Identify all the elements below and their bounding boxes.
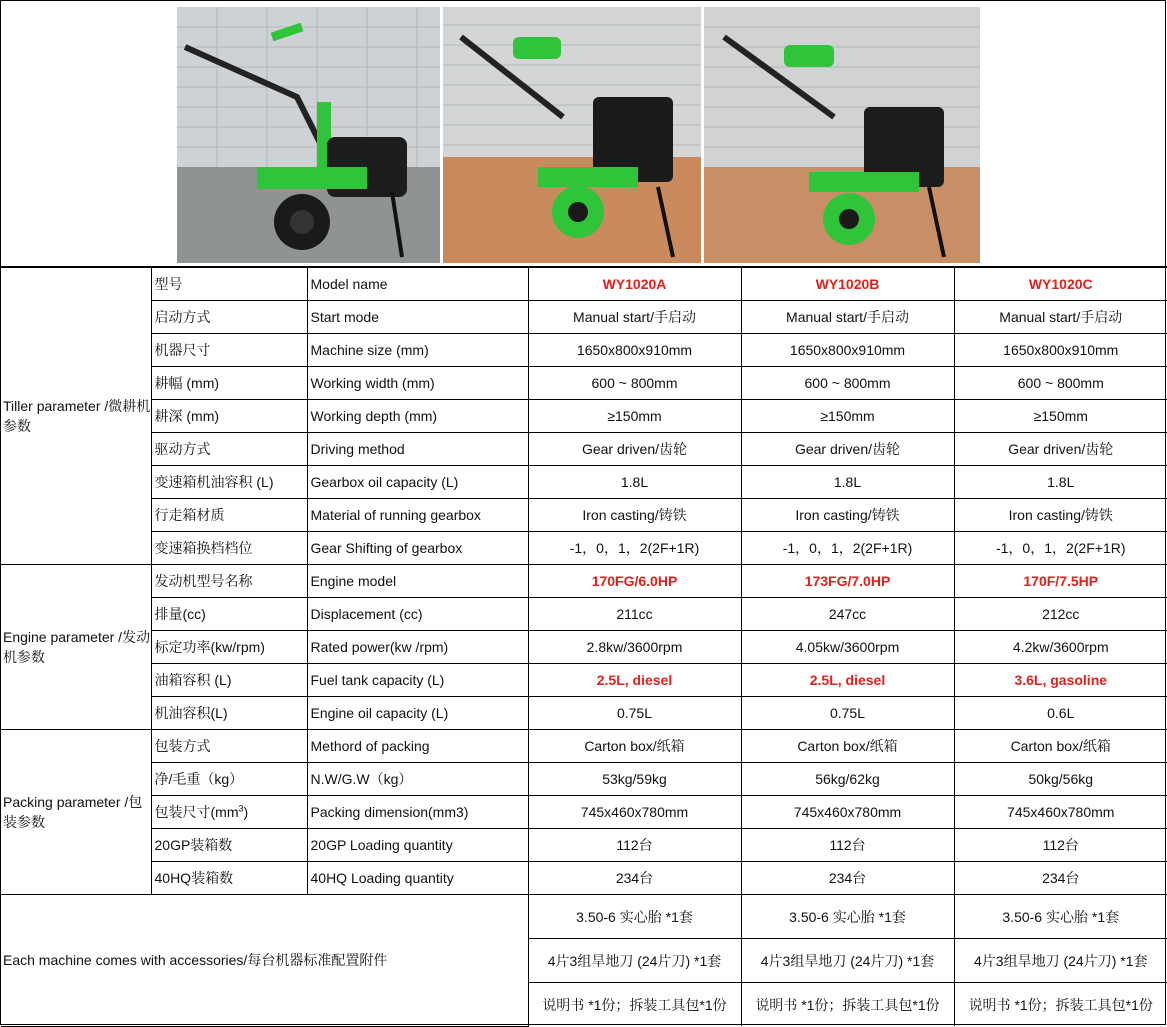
value-cell-b: 4.05kw/3600rpm [741,631,954,664]
param-name-cn [151,400,307,433]
value-cell-b: -1，0，1，2(2F+1R) [741,532,954,565]
value-cell-a: 600 ~ 800mm [528,367,741,400]
accessory-cell-b: 说明书 *1份；拆装工具包*1份 [741,983,954,1027]
param-name-en: Working width (mm) [307,367,528,400]
param-name-en: Engine model [307,565,528,598]
param-name-cn-text: 变速箱换档档位 [154,540,253,556]
param-name-cn [151,598,307,631]
spec-row [1,763,1167,796]
value-cell-a: 1.8L [528,466,741,499]
value-cell-b: 600 ~ 800mm [741,367,954,400]
param-name-cn-text: 包装方式 [154,738,211,754]
param-name-cn-text: 40HQ装箱数 [154,870,234,886]
value-cell-c: 4.2kw/3600rpm [954,631,1167,664]
spec-row [1,631,1167,664]
spec-row [1,433,1167,466]
value-cell-c: 1.8L [954,466,1167,499]
value-cell-a: 53kg/59kg [528,763,741,796]
value-cell-c: 112台 [954,829,1167,862]
spec-row [1,697,1167,730]
value-cell-c: 0.6L [954,697,1167,730]
value-cell-a: Manual start/手启动 [528,301,741,334]
param-name-cn [151,268,307,301]
param-name-en: Rated power(kw /rpm) [307,631,528,664]
value-cell-a: Carton box/纸箱 [528,730,741,763]
param-name-cn-text: 型号 [154,276,183,292]
param-name-cn-text: 变速箱机油容积 (L) [154,474,274,490]
spec-table [1,267,1167,1027]
param-name-cn-text: 发动机型号名称 [154,573,253,589]
value-cell-b: Carton box/纸箱 [741,730,954,763]
value-cell-a: ≥150mm [528,400,741,433]
param-name-cn-text: 启动方式 [154,309,211,325]
value-cell-c: 1650x800x910mm [954,334,1167,367]
value-cell-b: WY1020B [741,268,954,301]
param-name-cn-text: 油箱容积 (L) [154,672,232,688]
spec-row [1,565,1167,598]
param-name-cn-text: 净/毛重（kg） [154,771,244,787]
spec-row [1,730,1167,763]
param-name-cn [151,565,307,598]
param-name-en: 20GP Loading quantity [307,829,528,862]
value-cell-b: 1650x800x910mm [741,334,954,367]
spec-row [1,532,1167,565]
value-cell-a: 2.8kw/3600rpm [528,631,741,664]
value-cell-a: Iron casting/铸铁 [528,499,741,532]
param-name-en: Packing dimension(mm3) [307,796,528,829]
spec-row [1,598,1167,631]
spec-row [1,301,1167,334]
param-name-cn-text: 20GP装箱数 [154,837,233,853]
param-name-cn-sup: 3 [238,803,244,814]
spec-row [1,499,1167,532]
value-cell-b: 56kg/62kg [741,763,954,796]
param-name-cn-text: 排量(cc) [154,606,206,622]
accessory-cell-c: 3.50-6 实心胎 *1套 [954,895,1167,939]
value-cell-c: -1，0，1，2(2F+1R) [954,532,1167,565]
value-cell-c: 170F/7.5HP [954,565,1167,598]
product-photo-b [443,7,701,263]
param-name-cn [151,433,307,466]
value-cell-a: 2.5L, diesel [528,664,741,697]
value-cell-c: 600 ~ 800mm [954,367,1167,400]
param-name-en: Gearbox oil capacity (L) [307,466,528,499]
value-cell-a: -1，0，1，2(2F+1R) [528,532,741,565]
accessory-row [1,895,1167,939]
param-name-en: Displacement (cc) [307,598,528,631]
param-name-cn [151,829,307,862]
param-name-cn [151,697,307,730]
param-name-cn-text: 机油容积(L) [154,705,228,721]
value-cell-a: 211cc [528,598,741,631]
accessory-cell-a: 3.50-6 实心胎 *1套 [528,895,741,939]
param-name-en: Methord of packing [307,730,528,763]
value-cell-b: 745x460x780mm [741,796,954,829]
param-name-cn-text: 耕幅 (mm) [154,375,220,391]
param-name-en: Material of running gearbox [307,499,528,532]
spec-row [1,664,1167,697]
param-name-en: Driving method [307,433,528,466]
param-name-en: Gear Shifting of gearbox [307,532,528,565]
product-photo-c [704,7,980,263]
spec-row [1,862,1167,895]
accessory-cell-a: 4片3组旱地刀 (24片刀) *1套 [528,939,741,983]
param-name-en: Engine oil capacity (L) [307,697,528,730]
param-name-en: Machine size (mm) [307,334,528,367]
spec-row [1,796,1167,829]
value-cell-c: 3.6L, gasoline [954,664,1167,697]
value-cell-a: Gear driven/齿轮 [528,433,741,466]
value-cell-b: 247cc [741,598,954,631]
value-cell-a: 745x460x780mm [528,796,741,829]
group-label-engine: Engine parameter /发动机参数 [1,565,151,730]
param-name-cn-text: 包装尺寸(mm [154,804,239,820]
value-cell-c: 212cc [954,598,1167,631]
param-name-cn [151,631,307,664]
value-cell-a: 112台 [528,829,741,862]
param-name-en: 40HQ Loading quantity [307,862,528,895]
value-cell-c: Iron casting/铸铁 [954,499,1167,532]
value-cell-a: 170FG/6.0HP [528,565,741,598]
param-name-cn-text: 驱动方式 [154,441,211,457]
value-cell-c: 745x460x780mm [954,796,1167,829]
value-cell-c: Carton box/纸箱 [954,730,1167,763]
group-label-tiller: Tiller parameter /微耕机参数 [1,268,151,565]
value-cell-b: 2.5L, diesel [741,664,954,697]
value-cell-b: ≥150mm [741,400,954,433]
value-cell-a: 0.75L [528,697,741,730]
param-name-cn-text: 耕深 (mm) [154,408,220,424]
param-name-cn-text: 机器尺寸 [154,342,211,358]
param-name-cn [151,301,307,334]
value-cell-b: Iron casting/铸铁 [741,499,954,532]
accessory-cell-c: 说明书 *1份；拆装工具包*1份 [954,983,1167,1027]
value-cell-b: 112台 [741,829,954,862]
spec-row [1,334,1167,367]
param-name-cn [151,367,307,400]
spec-row [1,466,1167,499]
param-name-cn [151,466,307,499]
param-name-cn [151,532,307,565]
value-cell-a: 234台 [528,862,741,895]
value-cell-b: 1.8L [741,466,954,499]
param-name-cn-text: 标定功率(kw/rpm) [154,639,265,655]
spec-row [1,829,1167,862]
param-name-en: Start mode [307,301,528,334]
param-name-en: Fuel tank capacity (L) [307,664,528,697]
value-cell-c: 234台 [954,862,1167,895]
value-cell-c: 50kg/56kg [954,763,1167,796]
param-name-cn [151,730,307,763]
param-name-cn [151,763,307,796]
param-name-en: Model name [307,268,528,301]
group-label-packing: Packing parameter /包装参数 [1,730,151,895]
value-cell-a: 1650x800x910mm [528,334,741,367]
value-cell-b: Gear driven/齿轮 [741,433,954,466]
value-cell-c: WY1020C [954,268,1167,301]
spec-row [1,400,1167,433]
param-name-cn-tail: ) [243,804,249,820]
param-name-cn-text: 行走箱材质 [154,507,225,523]
param-name-en: Working depth (mm) [307,400,528,433]
value-cell-c: Gear driven/齿轮 [954,433,1167,466]
product-photo-a [177,7,440,263]
value-cell-b: 234台 [741,862,954,895]
param-name-cn [151,334,307,367]
photo-strip [1,1,1167,267]
value-cell-c: ≥150mm [954,400,1167,433]
param-name-cn [151,862,307,895]
param-name-cn [151,664,307,697]
spec-row [1,367,1167,400]
value-cell-c: Manual start/手启动 [954,301,1167,334]
value-cell-a: WY1020A [528,268,741,301]
accessory-cell-c: 4片3组旱地刀 (24片刀) *1套 [954,939,1167,983]
value-cell-b: 0.75L [741,697,954,730]
accessories-label: Each machine comes with accessories/每台机器标准配置附件 [1,895,528,1027]
param-name-cn [151,796,307,829]
accessory-cell-b: 4片3组旱地刀 (24片刀) *1套 [741,939,954,983]
value-cell-b: 173FG/7.0HP [741,565,954,598]
value-cell-b: Manual start/手启动 [741,301,954,334]
spec-row [1,268,1167,301]
param-name-en: N.W/G.W（kg） [307,763,528,796]
accessory-cell-a: 说明书 *1份；拆装工具包*1份 [528,983,741,1027]
accessory-cell-b: 3.50-6 实心胎 *1套 [741,895,954,939]
param-name-cn [151,499,307,532]
